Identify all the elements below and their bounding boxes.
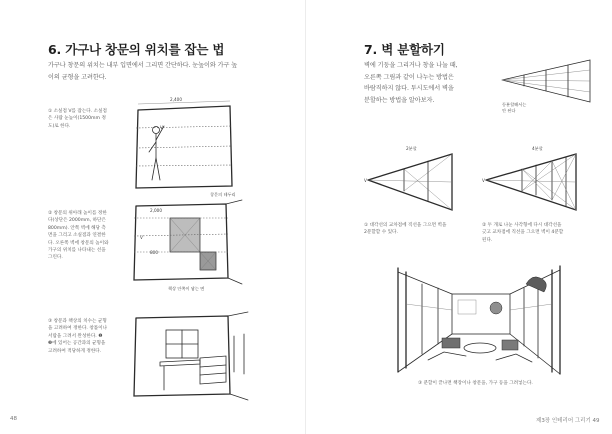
right-page-number: 제3장 인테리어 그리기 49 — [536, 418, 600, 424]
left-heading: 6. 가구나 창문의 위치를 잡는 법 — [48, 42, 225, 57]
four-division-label: 4분할 — [532, 146, 543, 151]
vanishing-point-label: V — [482, 178, 485, 183]
desk-face-label: 책상 안쪽이 닿는 면 — [168, 286, 205, 291]
vanishing-point-label: V — [160, 125, 163, 130]
right-step-1-text: ① 대각선의 교차점에 직선을 그으면 벽을 2분할할 수 있다. — [364, 223, 447, 236]
two-division-diagram — [364, 150, 459, 215]
height-2000-label: 2,000 — [150, 208, 162, 213]
room-elevation-diagram-1 — [130, 98, 240, 193]
dimension-label: 2,400 — [170, 97, 182, 102]
incorrect-division-diagram — [498, 56, 598, 106]
vanishing-point-label: V — [140, 235, 143, 240]
left-step-1-text: ① 소실점 V를 잡는다. 소실점 은 사람 눈높이(1500mm 정 도)로 한다. — [48, 109, 107, 129]
left-intro-line: 이의 균형을 고려한다. — [48, 73, 107, 81]
left-step-2-text: ② 창문의 위아래 높이를 정한 다(상단은 2000mm, 하단은 800mm). 안쪽 벽에 해당 측 면을 그리고 소실점과 연결한 다. 오른쪽 벽에 창문의 높이와 가구의 위치를 나타내는 선을 그린다. — [48, 211, 109, 261]
right-heading: 7. 벽 분할하기 — [364, 42, 445, 57]
left-intro — [48, 60, 237, 83]
height-800-label: 800 — [150, 250, 158, 255]
incorrect-division-note: 등분할해서는 안 된다 — [502, 102, 527, 113]
room-elevation-diagram-2 — [130, 196, 250, 291]
right-step-2-text: ② 두 개로 나눈 사각형에 다시 대각선을 긋고 교차점에 직선을 그으면 벽이 4분할 된다. — [482, 223, 564, 243]
window-outline-label: 창문의 테두리 — [210, 192, 236, 197]
left-page — [0, 0, 305, 434]
left-step-3-text: ③ 창문과 책상의 치수는 균형 을 고려하여 정한다. 창틀이나 서랍을 그려서 완성한다. ❶ ❷에 있어는 공간과의 균형을 고려하여 적당하게 정한다. — [48, 319, 108, 354]
right-page — [306, 0, 612, 434]
right-caption: ③ 분할이 끝나면 책장이나 창문을, 가구 등을 그려넣는다. — [418, 381, 533, 386]
right-intro: 벽에 기둥을 그리거나 창을 나눌 때, 오른쪽 그림과 같이 나누는 방법은 바람직하지 않다. 투시도에서 벽을 분할하는 방법을 알아보자. — [364, 62, 458, 104]
vanishing-point-label: V — [364, 178, 367, 183]
four-division-diagram — [482, 150, 582, 215]
room-furniture-sketch — [130, 312, 255, 404]
two-division-label: 2분할 — [406, 146, 417, 151]
interior-perspective-sketch — [392, 264, 568, 376]
left-page-number: 48 — [10, 416, 17, 422]
left-intro-line: 가구나 창문의 위치는 내부 입면에서 그리면 간단하다. 눈높이와 가구 높 — [48, 62, 238, 69]
